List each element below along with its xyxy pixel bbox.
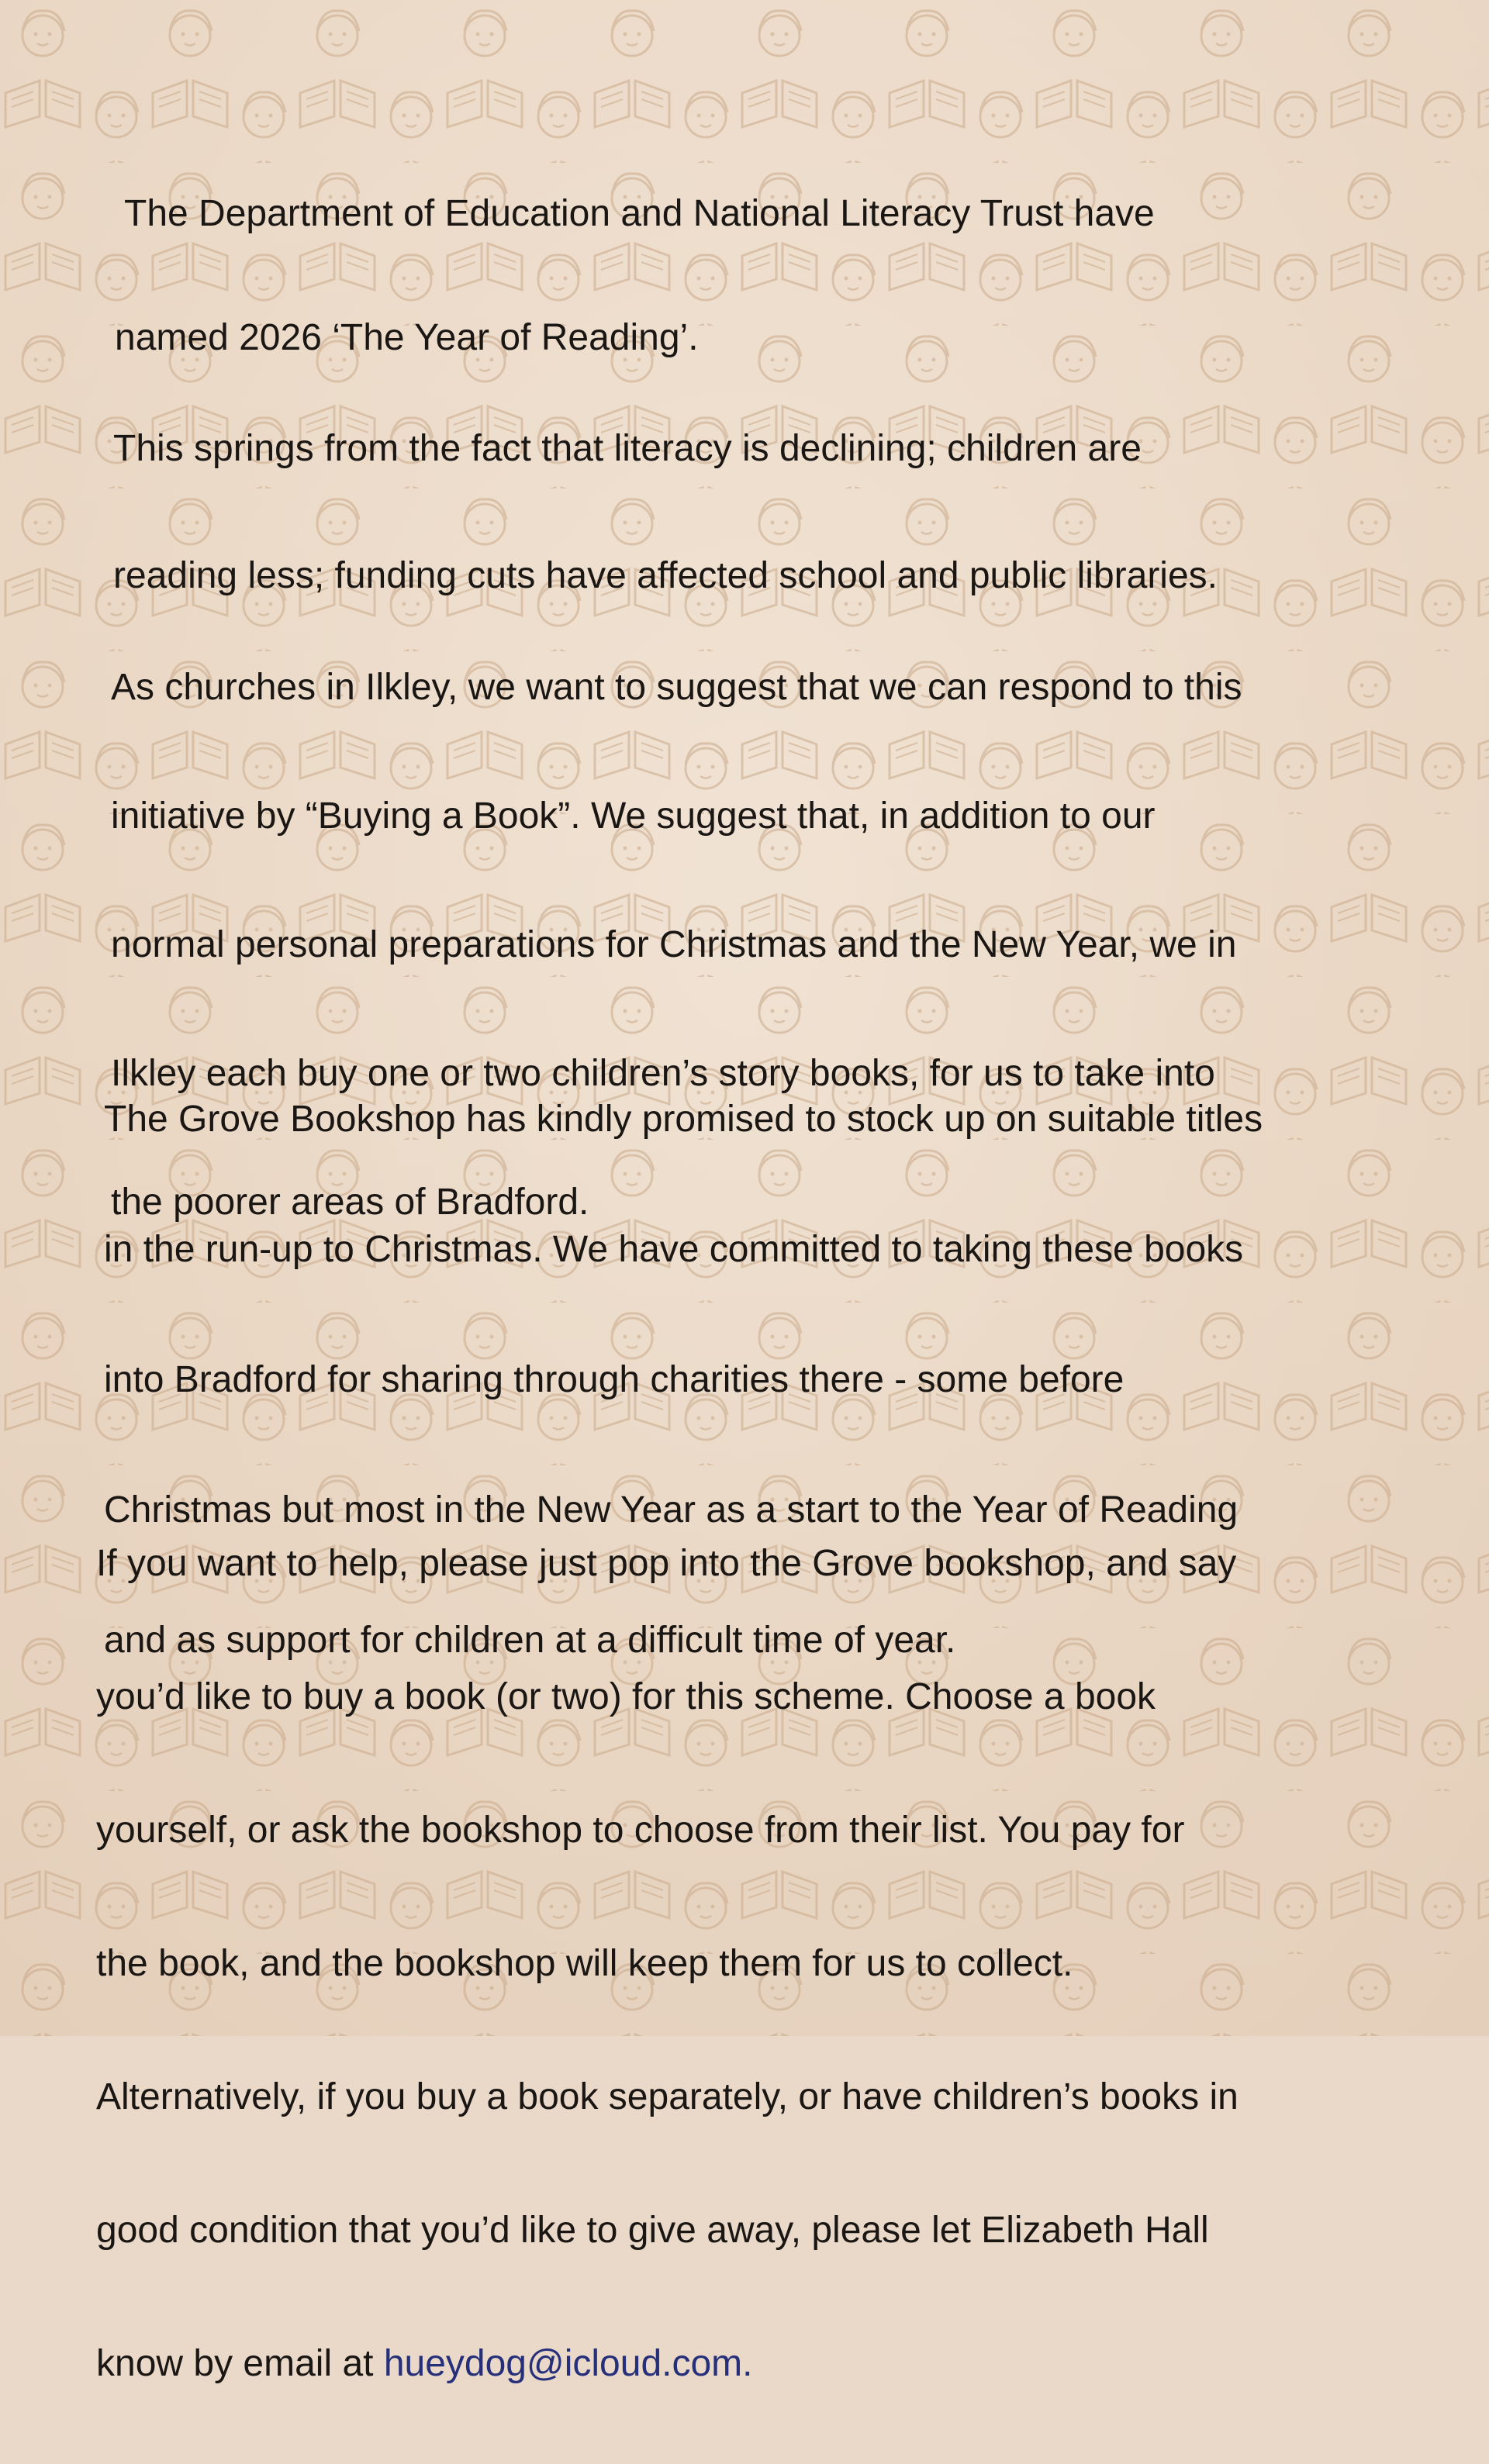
email-link[interactable]: hueydog@icloud.com.: [383, 2343, 753, 2384]
text-line: The Department of Education and National Literacy Trust have: [124, 193, 1155, 234]
text-line: named 2026 ‘The Year of Reading’.: [115, 317, 699, 358]
text-line: the poorer areas of Bradford.: [111, 1182, 589, 1223]
text-line: you’d like to buy a book (or two) for this scheme. Choose a book: [96, 1676, 1156, 1717]
text-line: good condition that you’d like to give away, please let Elizabeth Hall: [96, 2210, 1209, 2251]
paragraph-how-to-help: [96, 1464, 1239, 2464]
text-line: yourself, or ask the bookshop to choose from their list. You pay for: [96, 1810, 1185, 1851]
contact-line: [96, 2331, 1239, 2397]
text-line: Ilkley each buy one or two children’s story books, for us to take into: [111, 1053, 1215, 1094]
text-line: If you want to help, please just pop into the Grove bookshop, and say: [96, 1543, 1237, 1584]
text-line: into Bradford for sharing through charities there - some before: [104, 1359, 1125, 1400]
text-line: normal personal preparations for Christmas and the New Year, we in: [111, 924, 1237, 965]
text-line: This springs from the fact that literacy is declining; children are: [113, 428, 1142, 469]
text-line: and as support for children at a difficult time of year.: [104, 1620, 956, 1661]
text-line: As churches in Ilkley, we want to suggest that we can respond to this: [111, 667, 1242, 708]
text-line: Alternatively, if you buy a book separately, or have children’s books in: [96, 2076, 1239, 2117]
text-line: Christmas but most in the New Year as a start to the Year of Reading: [104, 1489, 1239, 1531]
contact-prefix: know by email at: [96, 2343, 384, 2384]
text-line: the book, and the bookshop will keep them for us to collect.: [96, 1943, 1073, 1984]
text-line: reading less; funding cuts have affected school and public libraries.: [113, 555, 1218, 596]
text-line: initiative by “Buying a Book”. We suggest that, in addition to our: [111, 795, 1156, 837]
text-line: The Grove Bookshop has kindly promised to stock up on suitable titles: [104, 1099, 1263, 1140]
text-line: in the run-up to Christmas. We have committed to taking these books: [104, 1229, 1244, 1270]
